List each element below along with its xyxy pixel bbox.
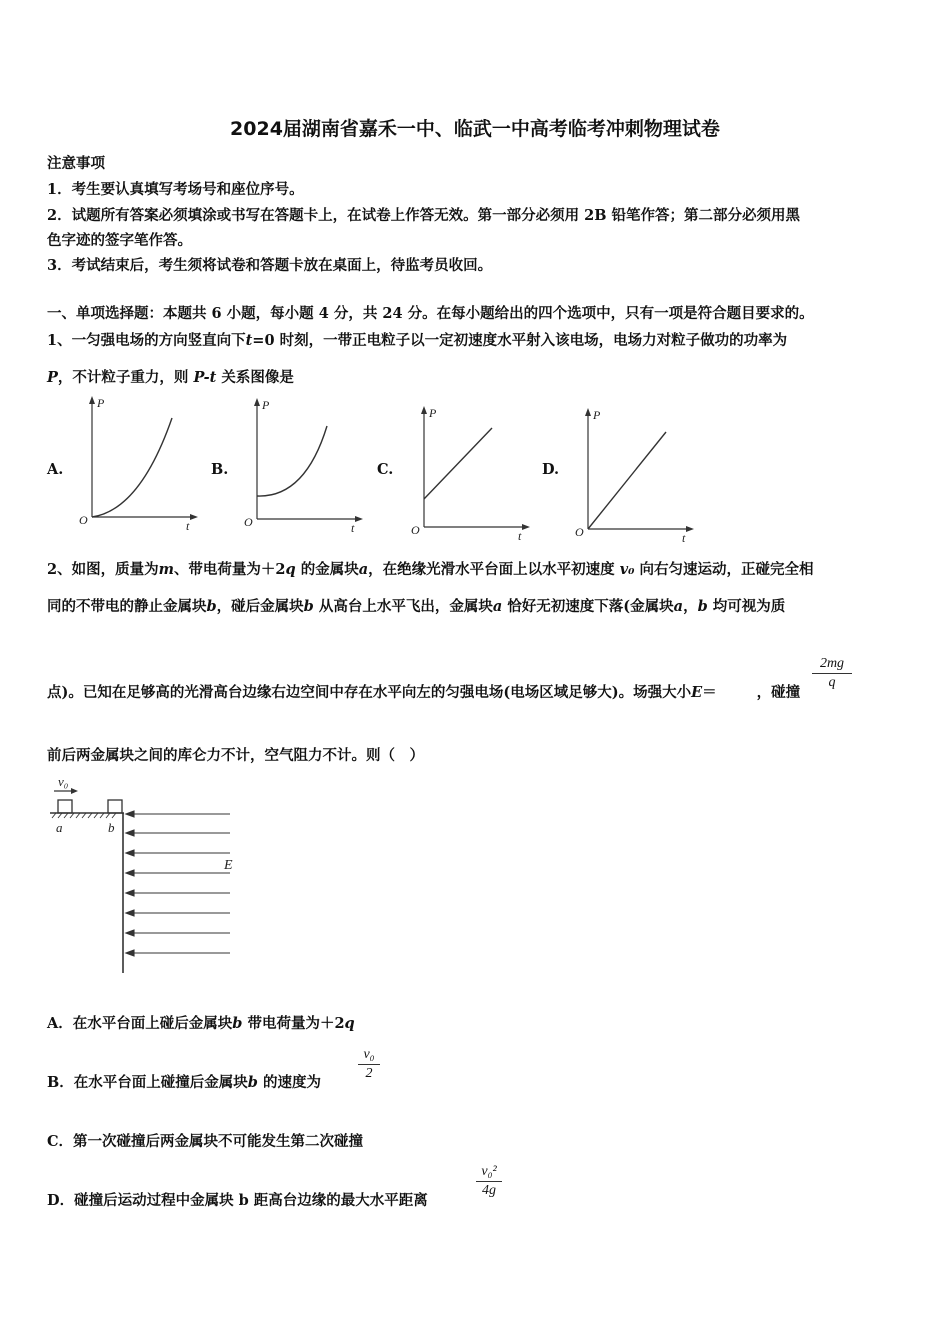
q2-figure-E-label: E (224, 858, 233, 873)
q2-option-d-numerator: v₀² (481, 1164, 497, 1179)
q2-option-a[interactable]: A．在水平台面上碰后金属块b 带电荷量为＋2q (47, 1015, 355, 1032)
q2-option-b[interactable]: B．在水平台面上碰撞后金属块b 的速度为 (47, 1074, 321, 1091)
q2-figure-a-label: a (56, 820, 63, 835)
block-b (108, 800, 122, 813)
q1-option-c-letter[interactable]: C. (377, 461, 394, 478)
q2-field-fraction (812, 656, 852, 691)
q1-stem-line1: 1、一匀强电场的方向竖直向下t=0 时刻，一带正电粒子以一定初速度水平射入该电场，电场力对粒子做功的功率为 (47, 332, 788, 349)
section-heading: 一、单项选择题：本题共 6 小题，每小题 4 分，共 24 分。在每小题给出的四个选项中，只有一项是符合题目要求的。 (47, 305, 814, 322)
q2-figure-v0-label: v₀ (58, 774, 69, 789)
q1-graph-a-ylabel: P (97, 396, 105, 410)
q1-stem-line2: P，不计粒子重力，则 P-t 关系图像是 (47, 369, 294, 386)
q2-field-denominator: q (828, 675, 836, 690)
notice-heading: 注意事项 (47, 155, 105, 172)
q2-stem-line3: 点)。已知在足够高的光滑高台边缘右边空间中存在水平向左的匀强电场(电场区域足够大)。场强大小E＝ ，碰撞 (47, 684, 801, 701)
q2-option-d-denominator: 4g (482, 1183, 496, 1198)
q1-graph-c-origin: O (411, 523, 420, 537)
q1-graph-d-origin: O (575, 525, 584, 539)
q2-stem-line1: 2、如图，质量为m、带电荷量为＋2q 的金属块a，在绝缘光滑水平台面上以水平初速度 v₀ 向右匀速运动，正碰完全相 (47, 561, 814, 578)
q1-graph-a (70, 392, 200, 532)
q2-option-d[interactable]: D．碰撞后运动过程中金属块 b 距高台边缘的最大水平距离 (47, 1192, 428, 1209)
q2-stem-line2: 同的不带电的静止金属块b，碰后金属块b 从高台上水平飞出，金属块a 恰好无初速度下落(金属块a，b 均可视为质 (47, 598, 786, 615)
q2-stem-line4: 前后两金属块之间的库仑力不计，空气阻力不计。则（ ） (47, 747, 424, 764)
page-title: 2024届湖南省嘉禾一中、临武一中高考临考冲刺物理试卷 (230, 118, 720, 140)
q1-graph-a-xlabel: t (186, 519, 190, 533)
q1-graph-b-xlabel: t (351, 521, 355, 535)
q1-graph-c-ylabel: P (429, 406, 437, 420)
q2-option-b-numerator: v₀ (363, 1047, 375, 1062)
q2-figure (48, 774, 248, 979)
q2-field-numerator: 2mg (819, 656, 845, 671)
q1-graph-d (566, 404, 696, 544)
notice-item-3: 3．考试结束后，考生须将试卷和答题卡放在桌面上，待监考员收回。 (47, 257, 493, 274)
q1-graph-b-origin: O (244, 515, 253, 529)
q1-graph-d-xlabel: t (682, 531, 686, 545)
notice-item-1: 1．考生要认真填写考场号和座位序号。 (47, 181, 304, 198)
q1-graph-c-xlabel: t (518, 529, 522, 543)
q2-figure-b-label: b (108, 820, 115, 835)
q2-option-c[interactable]: C．第一次碰撞后两金属块不可能发生第二次碰撞 (47, 1133, 364, 1150)
notice-item-2-cont: 色字迹的签字笔作答。 (47, 232, 192, 249)
q1-graph-b-ylabel: P (262, 398, 270, 412)
block-a (58, 800, 72, 813)
q1-graph-d-ylabel: P (593, 408, 601, 422)
q1-option-a-letter[interactable]: A. (47, 461, 64, 478)
q1-graph-b (235, 394, 365, 534)
q1-option-b-letter[interactable]: B. (211, 461, 229, 478)
q1-option-d-letter[interactable]: D. (542, 461, 560, 478)
notice-item-2: 2．试题所有答案必须填涂或书写在答题卡上，在试卷上作答无效。第一部分必须用 2B 铅笔作答；第二部分必须用黑 (47, 207, 801, 224)
q2-option-b-denominator: 2 (365, 1066, 373, 1081)
q1-graph-c (402, 402, 532, 542)
q2-option-d-fraction (476, 1164, 502, 1199)
q1-graph-a-origin: O (79, 513, 88, 527)
q2-option-b-fraction (358, 1047, 380, 1082)
